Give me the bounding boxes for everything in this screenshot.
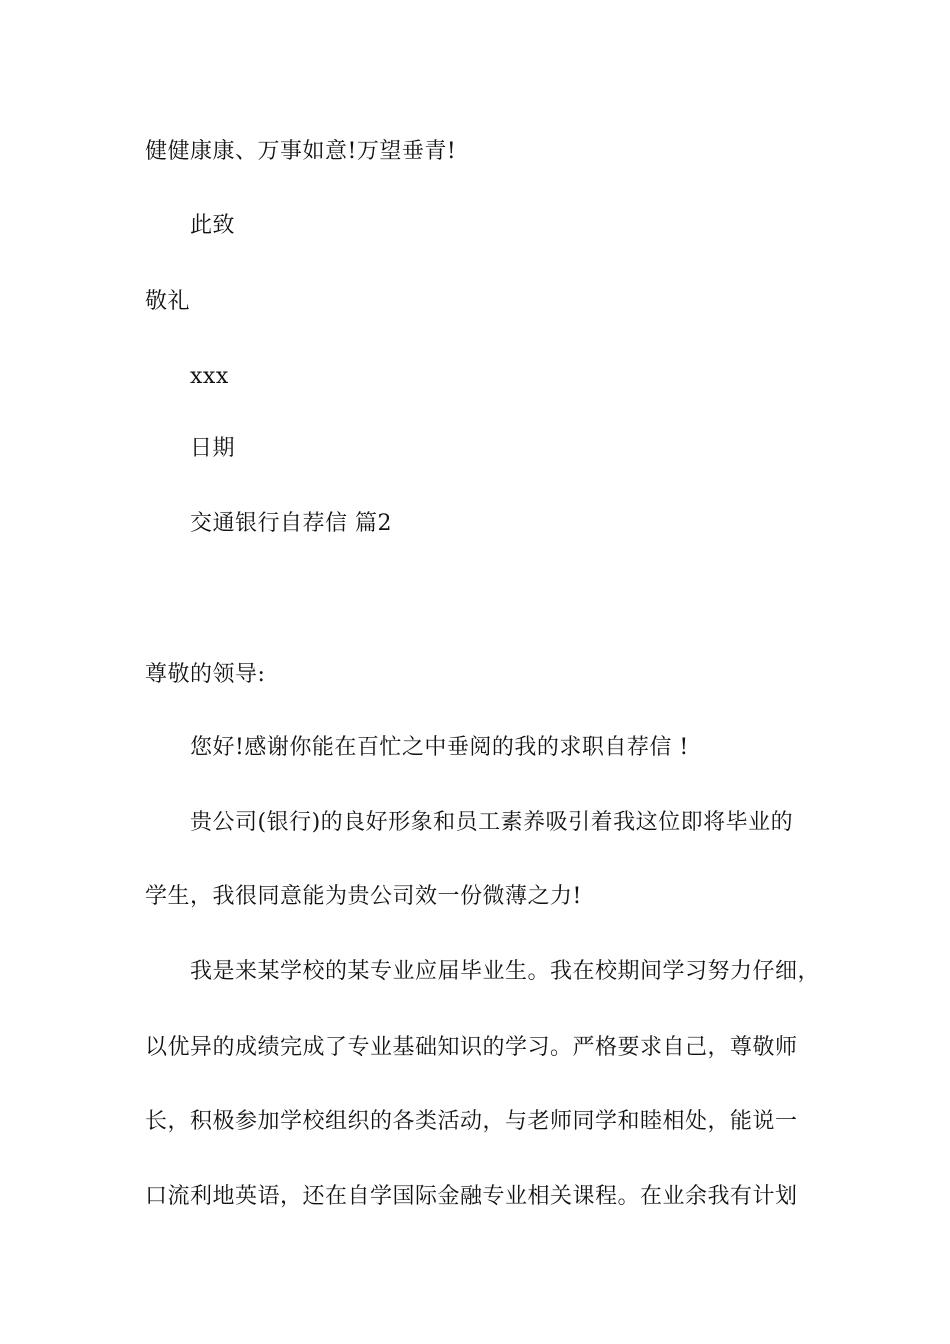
- paragraph-line: 贵公司(银行)的良好形象和员工素养吸引着我这位即将毕业的: [190, 810, 794, 835]
- closing-wishes: 健健康康、万事如意!万望垂青!: [145, 139, 457, 164]
- signature-date: 日期: [190, 436, 236, 461]
- salutation-jingli: 敬礼: [145, 289, 191, 314]
- paragraph-line: 长，积极参加学校组织的各类活动，与老师同学和睦相处，能说一: [145, 1109, 798, 1134]
- letter-greeting: 尊敬的领导:: [145, 662, 266, 687]
- paragraph-line: 您好!感谢你能在百忙之中垂阅的我的求职自荐信 !: [190, 735, 689, 760]
- section-title: 交通银行自荐信 篇2: [190, 511, 392, 536]
- paragraph-line: 以优异的成绩完成了专业基础知识的学习。严格要求自己，尊敬师: [145, 1035, 798, 1060]
- paragraph-line: 学生，我很同意能为贵公司效一份微薄之力!: [145, 884, 582, 909]
- signature-name: xxx: [190, 364, 229, 389]
- paragraph-line: 我是来某学校的某专业应届毕业生。我在校期间学习努力仔细，: [190, 959, 821, 984]
- paragraph-line: 口流利地英语，还在自学国际金融专业相关课程。在业余我有计划: [145, 1184, 798, 1209]
- salutation-cizhi: 此致: [190, 213, 236, 238]
